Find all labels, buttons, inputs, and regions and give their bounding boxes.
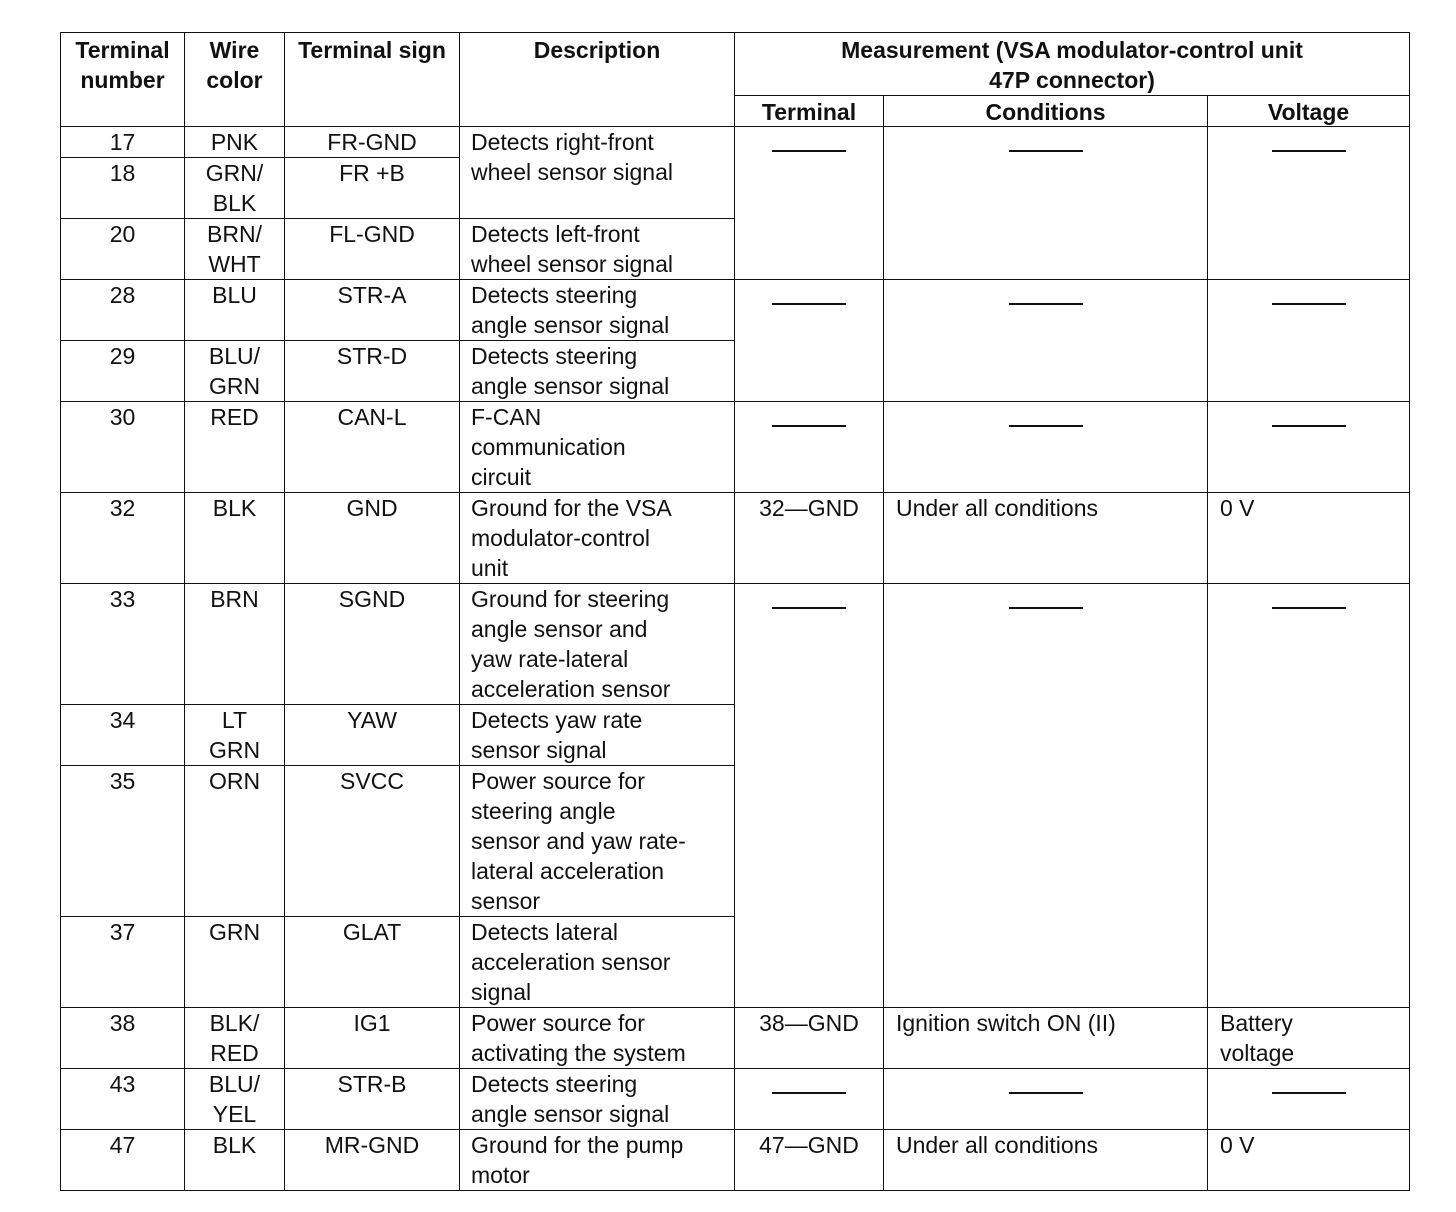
terminal-sign: STR-D [285, 341, 460, 402]
wire-color: PNK [185, 127, 285, 158]
terminal-number: 28 [61, 280, 185, 341]
measure-conditions-empty [884, 584, 1208, 1008]
terminal-sign: SVCC [285, 766, 460, 917]
description: F-CAN communication circuit [460, 402, 735, 493]
terminal-sign: FR-GND [285, 127, 460, 158]
table-row [61, 493, 1410, 584]
terminal-number: 18 [61, 158, 185, 219]
measure-conditions-empty [884, 402, 1208, 493]
wire-color: BLK [185, 493, 285, 584]
wire-color: BRN [185, 584, 285, 705]
terminal-sign: STR-A [285, 280, 460, 341]
terminal-number: 32 [61, 493, 185, 584]
measure-terminal-empty [735, 1069, 884, 1130]
terminal-number: 29 [61, 341, 185, 402]
measure-terminal: 38—GND [735, 1008, 884, 1069]
measure-conditions: Under all conditions [884, 1130, 1208, 1191]
header-sub-terminal: Terminal [735, 96, 884, 127]
description: Ground for steering angle sensor and yaw rate-lateral acceleration sensor [460, 584, 735, 705]
description: Detects steering angle sensor signal [460, 280, 735, 341]
terminal-number: 47 [61, 1130, 185, 1191]
measure-voltage-empty [1208, 1069, 1410, 1130]
measure-conditions: Ignition switch ON (II) [884, 1008, 1208, 1069]
wire-color: RED [185, 402, 285, 493]
terminal-sign: SGND [285, 584, 460, 705]
measure-voltage: Battery voltage [1208, 1008, 1410, 1069]
table-row [61, 1069, 1410, 1130]
wire-color: BLU/ GRN [185, 341, 285, 402]
terminal-number: 38 [61, 1008, 185, 1069]
terminal-table [60, 32, 1410, 1191]
wire-color: GRN [185, 917, 285, 1008]
terminal-sign: STR-B [285, 1069, 460, 1130]
description: Detects steering angle sensor signal [460, 341, 735, 402]
wire-color: ORN [185, 766, 285, 917]
measure-conditions-empty [884, 1069, 1208, 1130]
wire-color: BLU/ YEL [185, 1069, 285, 1130]
terminal-sign: FR +B [285, 158, 460, 219]
description: Ground for the pump motor [460, 1130, 735, 1191]
header-sub-conditions: Conditions [884, 96, 1208, 127]
header-measurement: Measurement (VSA modulator-control unit 47P connector) [735, 33, 1410, 96]
header-sub-voltage: Voltage [1208, 96, 1410, 127]
terminal-number: 37 [61, 917, 185, 1008]
wire-color: BRN/ WHT [185, 219, 285, 280]
table-row [61, 127, 1410, 158]
table-row [61, 584, 1410, 705]
measure-conditions-empty [884, 127, 1208, 280]
measure-terminal: 47—GND [735, 1130, 884, 1191]
table-row [61, 280, 1410, 341]
terminal-sign: MR-GND [285, 1130, 460, 1191]
description: Ground for the VSA modulator-control unit [460, 493, 735, 584]
table-row [61, 1130, 1410, 1191]
description: Detects lateral acceleration sensor signal [460, 917, 735, 1008]
measure-conditions: Under all conditions [884, 493, 1208, 584]
measure-terminal: 32—GND [735, 493, 884, 584]
terminal-sign: YAW [285, 705, 460, 766]
description: Detects right-front wheel sensor signal [460, 127, 735, 219]
terminal-number: 34 [61, 705, 185, 766]
table-row [61, 1008, 1410, 1069]
wire-color: BLU [185, 280, 285, 341]
terminal-number: 17 [61, 127, 185, 158]
header-wire-color: Wire color [185, 33, 285, 127]
measure-voltage-empty [1208, 280, 1410, 402]
terminal-number: 35 [61, 766, 185, 917]
terminal-sign: FL-GND [285, 219, 460, 280]
terminal-sign: GLAT [285, 917, 460, 1008]
terminal-sign: IG1 [285, 1008, 460, 1069]
wire-color: BLK [185, 1130, 285, 1191]
header-terminal-number: Terminal number [61, 33, 185, 127]
wire-color: BLK/ RED [185, 1008, 285, 1069]
measure-voltage-empty [1208, 584, 1410, 1008]
terminal-number: 30 [61, 402, 185, 493]
terminal-sign: CAN-L [285, 402, 460, 493]
terminal-number: 33 [61, 584, 185, 705]
description: Power source for steering angle sensor and yaw rate- lateral acceleration sensor [460, 766, 735, 917]
measure-terminal-empty [735, 402, 884, 493]
description: Power source for activating the system [460, 1008, 735, 1069]
description: Detects yaw rate sensor signal [460, 705, 735, 766]
header-description: Description [460, 33, 735, 127]
measure-terminal-empty [735, 280, 884, 402]
table-row [61, 402, 1410, 493]
description: Detects steering angle sensor signal [460, 1069, 735, 1130]
description: Detects left-front wheel sensor signal [460, 219, 735, 280]
measure-voltage: 0 V [1208, 493, 1410, 584]
wire-color: GRN/ BLK [185, 158, 285, 219]
measure-terminal-empty [735, 584, 884, 1008]
measure-terminal-empty [735, 127, 884, 280]
terminal-number: 20 [61, 219, 185, 280]
measure-voltage-empty [1208, 127, 1410, 280]
measure-voltage: 0 V [1208, 1130, 1410, 1191]
terminal-sign: GND [285, 493, 460, 584]
header-terminal-sign: Terminal sign [285, 33, 460, 127]
measure-conditions-empty [884, 280, 1208, 402]
terminal-number: 43 [61, 1069, 185, 1130]
wire-color: LT GRN [185, 705, 285, 766]
measure-voltage-empty [1208, 402, 1410, 493]
